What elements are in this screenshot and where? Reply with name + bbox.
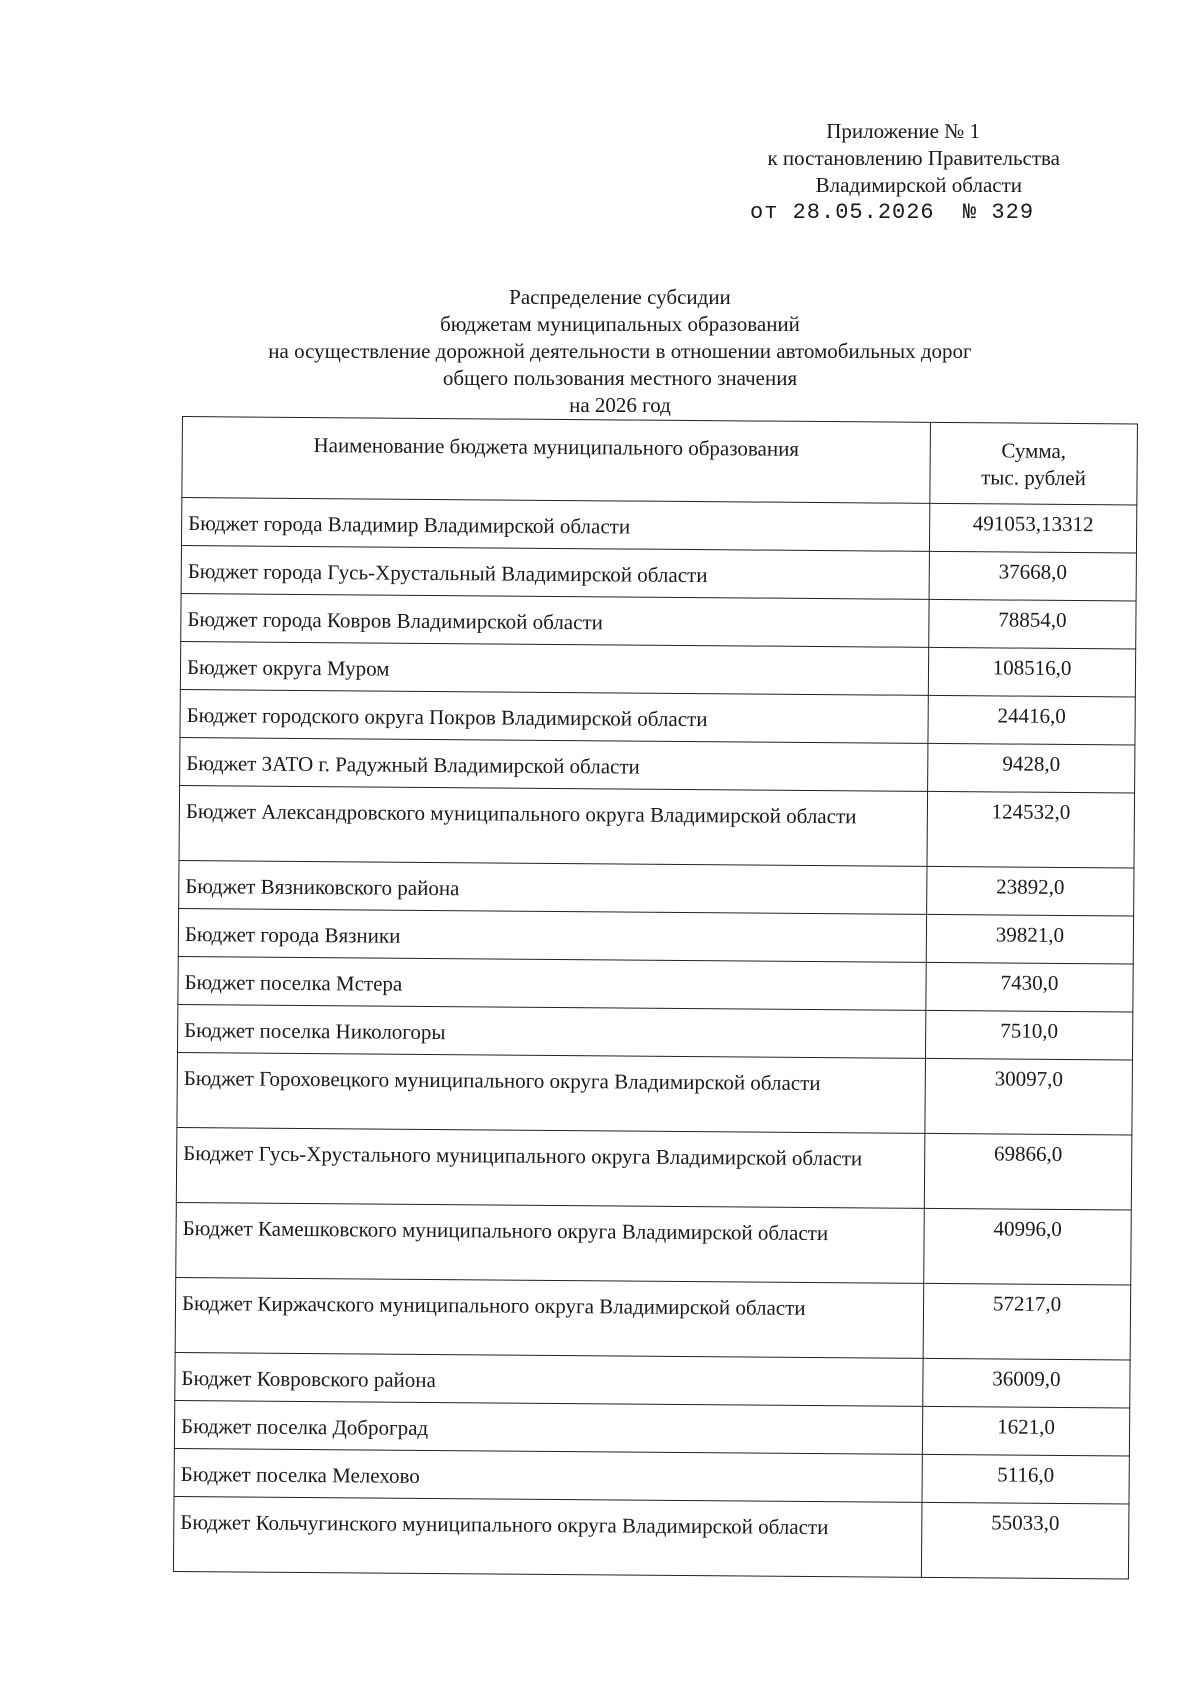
table-header-row bbox=[182, 417, 1138, 505]
budget-name-cell: Бюджет округа Муром bbox=[180, 641, 928, 695]
sum-cell: 7510,0 bbox=[925, 1010, 1132, 1060]
subsidy-table-wrap bbox=[182, 416, 1138, 1572]
appendix-block bbox=[720, 118, 1060, 199]
table-row bbox=[176, 1202, 1132, 1284]
budget-name-cell: Бюджет поселка Никологоры bbox=[178, 1004, 926, 1058]
sum-cell: 39821,0 bbox=[926, 914, 1133, 964]
header-sum-unit: тыс. рублей bbox=[981, 465, 1087, 491]
table-row bbox=[179, 860, 1134, 915]
header-sum-label: Сумма, bbox=[1001, 438, 1067, 463]
table-row bbox=[175, 1277, 1131, 1359]
title-line: общего пользования местного значения bbox=[442, 366, 798, 390]
budget-name-cell: Бюджет ЗАТО г. Радужный Владимирской области bbox=[180, 737, 928, 791]
table-row bbox=[175, 1352, 1130, 1407]
table-row bbox=[178, 956, 1133, 1011]
budget-name-cell: Бюджет Кольчугинского муниципального округа Владимирской области bbox=[173, 1496, 922, 1577]
budget-name-cell: Бюджет поселка Доброград bbox=[174, 1400, 922, 1454]
sum-cell: 124532,0 bbox=[927, 791, 1135, 868]
budget-name-cell: Бюджет поселка Мелехово bbox=[174, 1448, 922, 1502]
sum-cell: 57217,0 bbox=[923, 1283, 1131, 1360]
budget-name-cell: Бюджет города Ковров Владимирской области bbox=[181, 593, 929, 647]
budget-name-cell: Бюджет Гороховецкого муниципального округа Владимирской области bbox=[177, 1052, 926, 1133]
table-row bbox=[179, 785, 1135, 867]
budget-name-cell: Бюджет поселка Мстера bbox=[178, 956, 926, 1010]
budget-name-cell: Бюджет Вязниковского района bbox=[179, 860, 927, 914]
table-row bbox=[174, 1448, 1129, 1503]
table-row bbox=[178, 1004, 1133, 1059]
table-row bbox=[180, 737, 1135, 792]
table-row bbox=[181, 545, 1136, 600]
sum-cell: 7430,0 bbox=[926, 962, 1133, 1012]
table-row bbox=[181, 498, 1136, 553]
table-row bbox=[180, 641, 1135, 696]
budget-name-cell: Бюджет города Вязники bbox=[178, 908, 926, 962]
sum-cell: 78854,0 bbox=[929, 599, 1136, 649]
sum-cell: 1621,0 bbox=[922, 1406, 1129, 1456]
sum-cell: 24416,0 bbox=[928, 695, 1135, 745]
sum-cell: 69866,0 bbox=[924, 1133, 1132, 1210]
table-row bbox=[174, 1400, 1129, 1455]
table-row bbox=[176, 1127, 1132, 1209]
subsidy-table bbox=[173, 416, 1138, 1579]
title-line: на осуществление дорожной деятельности в отношении автомобильных дорог bbox=[268, 339, 972, 363]
header-sum bbox=[930, 422, 1138, 505]
title-line: на 2026 год bbox=[569, 393, 671, 417]
sum-cell: 9428,0 bbox=[928, 743, 1135, 793]
sum-cell: 23892,0 bbox=[927, 866, 1134, 916]
budget-name-cell: Бюджет города Гусь-Хрустальный Владимирской области bbox=[181, 545, 929, 599]
table-row bbox=[178, 908, 1133, 963]
title-line: Распределение субсидии bbox=[509, 285, 731, 309]
sum-cell: 108516,0 bbox=[928, 647, 1135, 697]
table-row bbox=[177, 1052, 1133, 1134]
budget-name-cell: Бюджет Камешковского муниципального округа Владимирской области bbox=[176, 1202, 925, 1283]
decree-date-number: от 28.05.2026 № 329 bbox=[750, 200, 1035, 225]
sum-cell: 5116,0 bbox=[922, 1454, 1129, 1504]
sum-cell: 36009,0 bbox=[923, 1358, 1130, 1408]
sum-cell: 30097,0 bbox=[925, 1058, 1133, 1135]
table-row bbox=[181, 593, 1136, 648]
document-title bbox=[180, 284, 1060, 419]
appendix-reference: к постановлению Правительства bbox=[767, 146, 1060, 170]
table-row bbox=[180, 689, 1135, 744]
appendix-number: Приложение № 1 bbox=[826, 119, 980, 143]
table-row bbox=[173, 1496, 1129, 1578]
budget-name-cell: Бюджет Ковровского района bbox=[175, 1352, 923, 1406]
budget-name-cell: Бюджет городского округа Покров Владимирской области bbox=[180, 689, 928, 743]
appendix-region: Владимирской области bbox=[815, 173, 1022, 197]
budget-name-cell: Бюджет Александровского муниципального округа Владимирской области bbox=[179, 785, 928, 866]
title-line: бюджетам муниципальных образований bbox=[440, 312, 800, 336]
sum-cell: 40996,0 bbox=[924, 1208, 1132, 1285]
budget-name-cell: Бюджет города Владимир Владимирской области bbox=[181, 498, 929, 552]
sum-cell: 55033,0 bbox=[921, 1502, 1129, 1579]
budget-name-cell: Бюджет Киржачского муниципального округа Владимирской области bbox=[175, 1277, 924, 1358]
sum-cell: 37668,0 bbox=[929, 551, 1136, 601]
sum-cell: 491053,13312 bbox=[929, 503, 1136, 553]
header-budget-name: Наименование бюджета муниципального образования bbox=[182, 417, 931, 504]
budget-name-cell: Бюджет Гусь-Хрустального муниципального округа Владимирской области bbox=[176, 1127, 925, 1208]
